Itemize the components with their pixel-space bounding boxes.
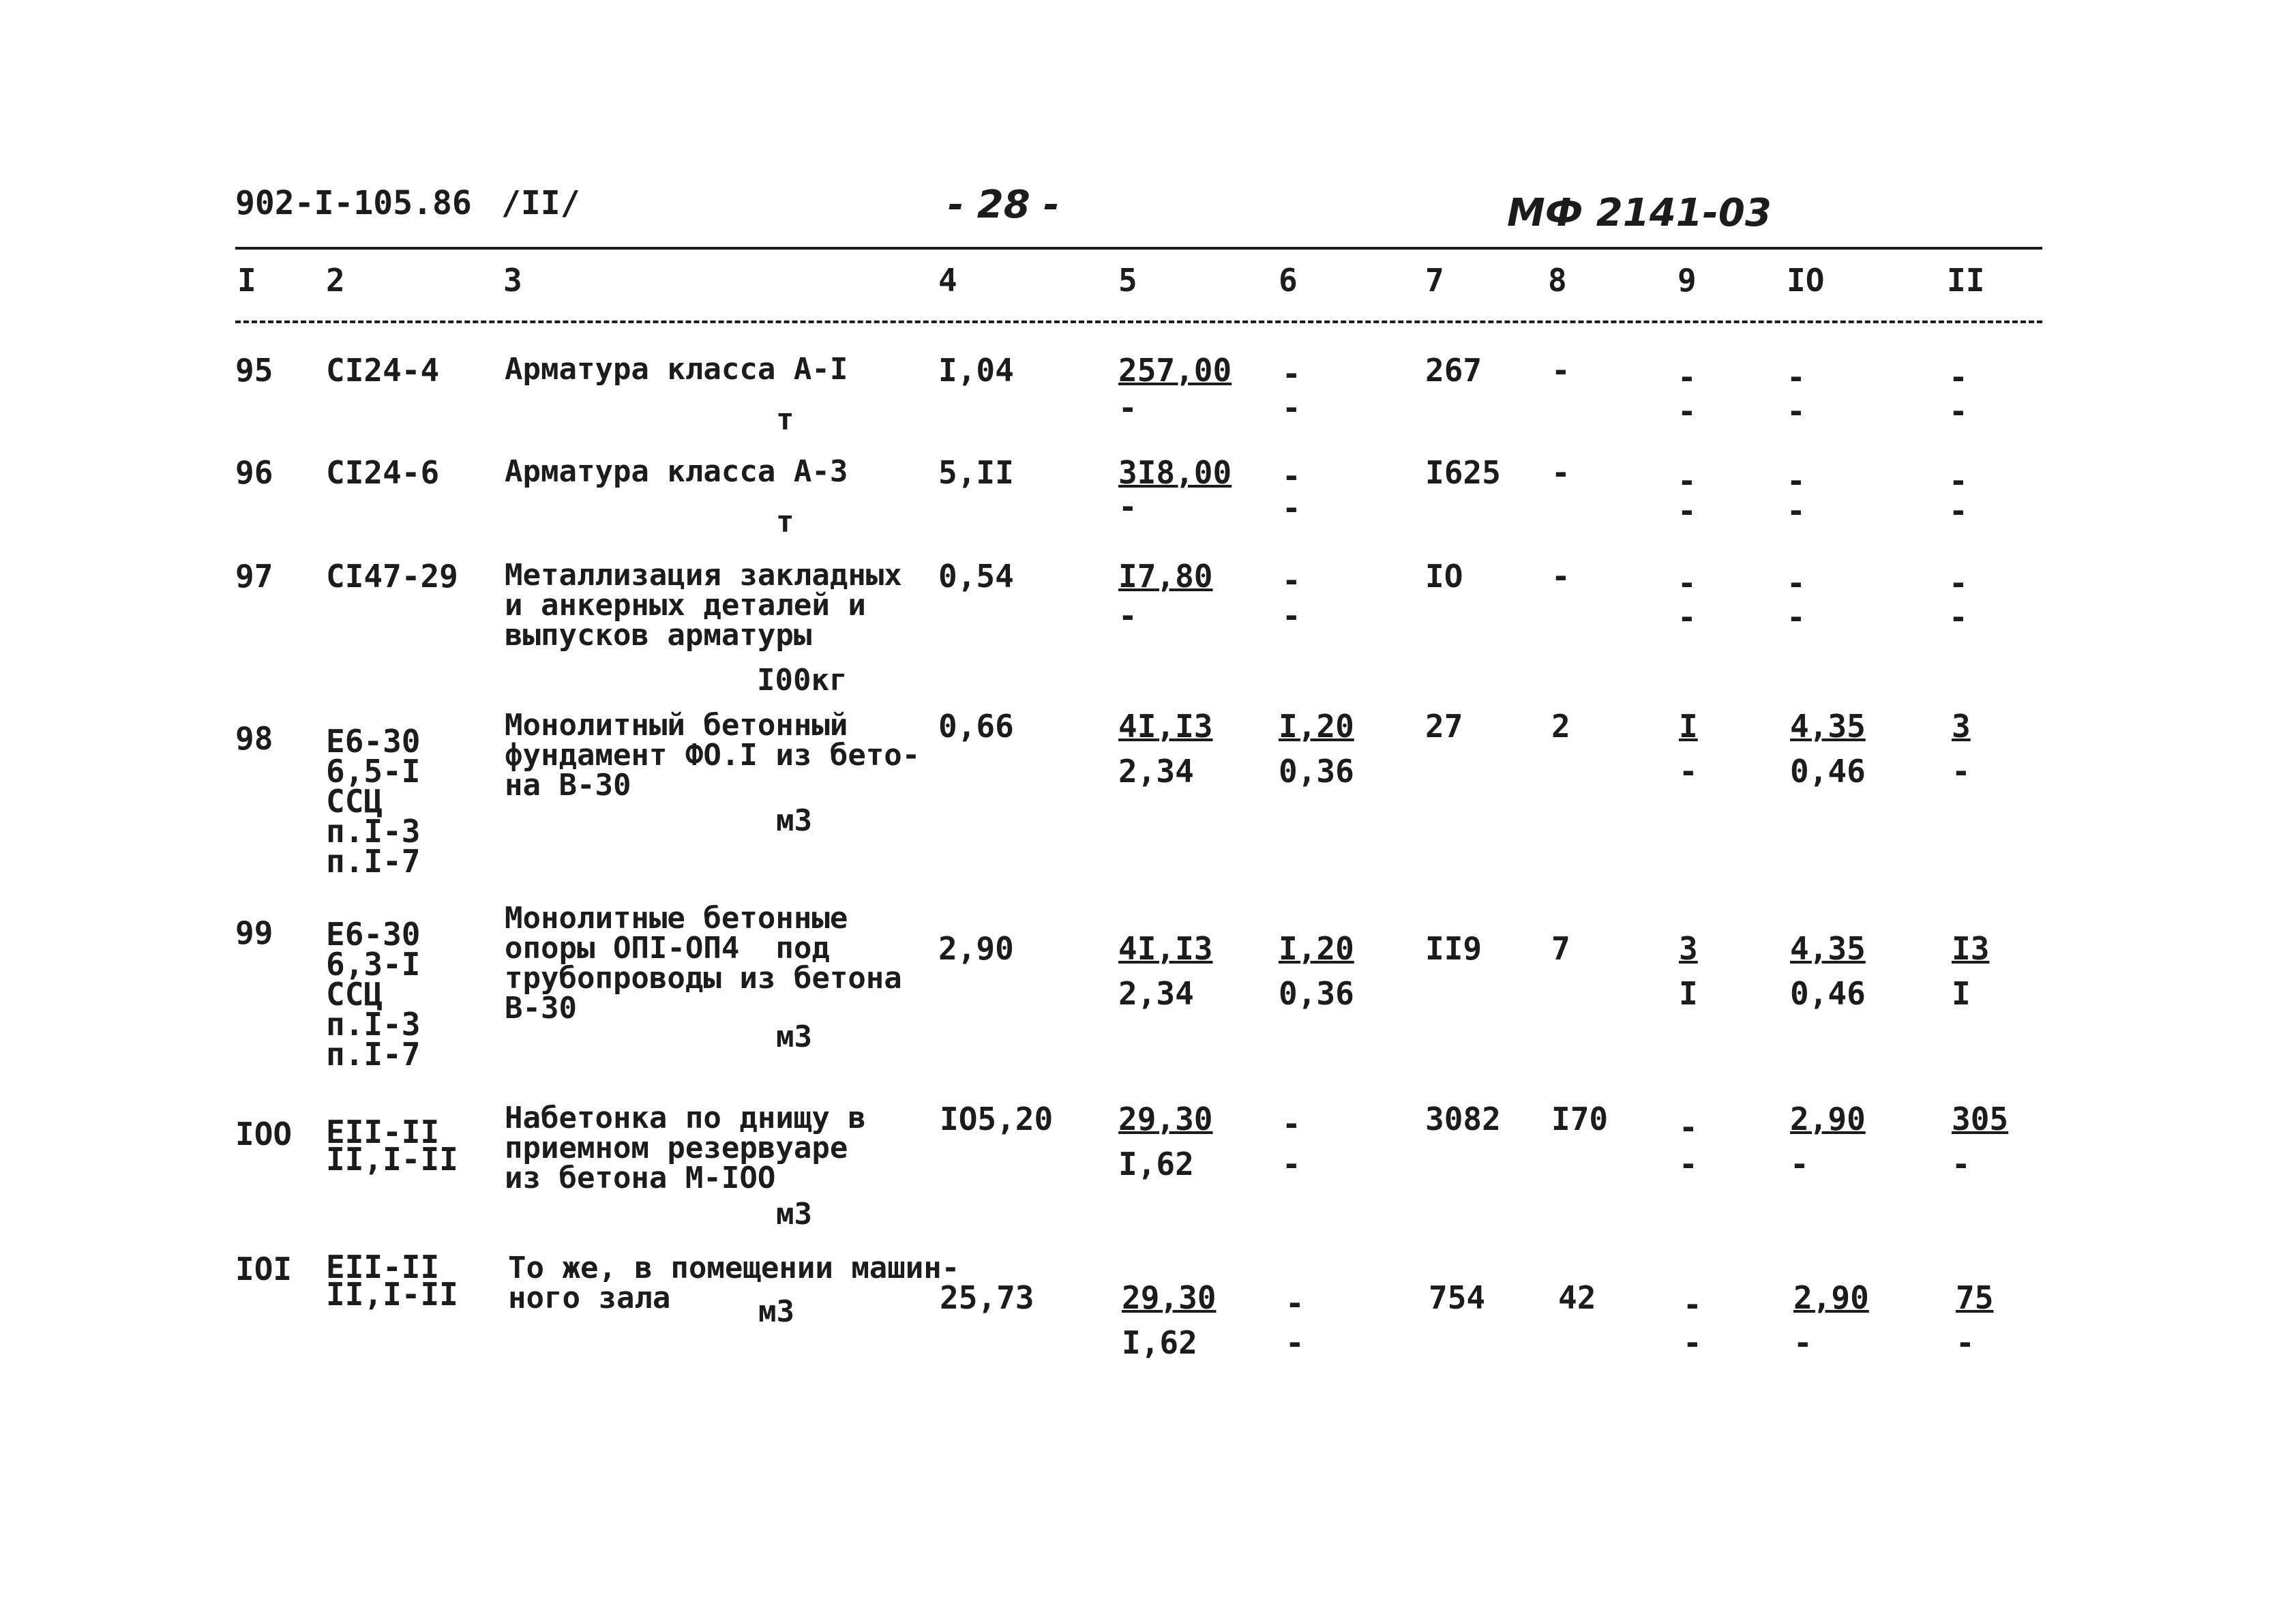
column-header: 8 <box>1548 262 1567 299</box>
labor-unit-machines: - <box>1787 393 1806 430</box>
work-description: Металлизация закладных и анкерных деталей и выпусков арматуры <box>505 558 902 653</box>
norm-code: CI47-29 <box>326 558 458 595</box>
total-machines-wages: - <box>1678 599 1697 636</box>
norm-code: Е6-30 6,3-I ССЦ п.I-3 п.I-7 <box>326 916 421 1073</box>
document-code: 902-I-105.86 <box>235 184 472 222</box>
total-cost: 267 <box>1425 352 1482 389</box>
unit-machines-wages: - <box>1285 1324 1304 1361</box>
total-wages: - <box>1551 454 1570 491</box>
norm-code: ЕII-II II,I-II <box>326 1114 458 1178</box>
page-number: - 28 - <box>948 183 1060 227</box>
labor-total: 305 <box>1952 1101 2009 1137</box>
labor-total: - <box>1949 462 1968 499</box>
labor-total-machines: - <box>1949 492 1968 529</box>
total-wages: - <box>1551 352 1570 389</box>
unit-machines-wages: - <box>1282 1146 1301 1182</box>
unit: м3 <box>776 1019 812 1054</box>
work-description: Арматура класса А-I <box>505 352 848 387</box>
unit: м3 <box>758 1294 794 1329</box>
unit: т <box>776 402 794 437</box>
work-description: Набетонка по днищу в приемном резервуаре из бетона М-IOO <box>505 1101 866 1195</box>
labor-total-machines: - <box>1949 599 1968 636</box>
unit-machines: - <box>1285 1285 1304 1322</box>
total-wages: I70 <box>1551 1101 1609 1137</box>
labor-total-machines: - <box>1956 1324 1975 1361</box>
column-header: I <box>237 262 256 299</box>
labor-total-machines: I <box>1952 975 1971 1012</box>
column-header: 6 <box>1279 262 1298 299</box>
column-header: II <box>1947 262 1985 299</box>
total-machines-wages: - <box>1679 753 1698 790</box>
unit-machines: - <box>1282 355 1301 392</box>
header-bottom-rule <box>235 320 2042 323</box>
section-number: /II/ <box>501 184 580 222</box>
column-header: 4 <box>938 262 957 299</box>
row-number: 99 <box>235 914 273 951</box>
work-description: То же, в помещении машин- ного зала <box>508 1251 960 1315</box>
unit-cost: 3I8,00 <box>1118 454 1232 491</box>
total-machines-wages: - <box>1678 393 1697 430</box>
column-header: 2 <box>326 262 345 299</box>
quantity: 5,II <box>938 454 1014 491</box>
unit: т <box>776 505 794 539</box>
norm-code: Е6-30 6,5-I ССЦ п.I-3 п.I-7 <box>326 723 421 880</box>
column-header: 5 <box>1118 262 1137 299</box>
total-cost: II9 <box>1425 930 1482 967</box>
labor-total: - <box>1949 565 1968 601</box>
unit-cost-wages: I,62 <box>1122 1324 1197 1361</box>
total-cost: 754 <box>1429 1279 1486 1316</box>
labor-unit: 2,90 <box>1793 1279 1869 1316</box>
total-wages: 2 <box>1551 708 1570 745</box>
column-header: IO <box>1787 262 1825 299</box>
unit-machines: - <box>1282 562 1301 599</box>
quantity: 0,54 <box>938 558 1014 595</box>
row-number: IOI <box>235 1251 293 1287</box>
total-machines: - <box>1678 359 1697 396</box>
norm-code: ЕII-II II,I-II <box>326 1249 458 1313</box>
unit-cost: 29,30 <box>1118 1101 1213 1137</box>
labor-unit: - <box>1787 462 1806 499</box>
work-description: Арматура класса А-3 <box>505 454 848 489</box>
unit-machines: I,20 <box>1279 930 1354 967</box>
work-description: Монолитный бетонный фундамент ФО.I из бето- на В-30 <box>505 708 921 803</box>
labor-total-machines: - <box>1952 1146 1971 1182</box>
labor-unit-machines: - <box>1793 1324 1813 1361</box>
header-top-rule <box>235 247 2042 250</box>
unit-cost-wages: 2,34 <box>1118 975 1194 1012</box>
unit: м3 <box>776 803 812 838</box>
total-machines: - <box>1678 462 1697 499</box>
unit-cost-wages: - <box>1118 488 1137 525</box>
labor-unit: - <box>1787 565 1806 601</box>
total-machines: - <box>1683 1286 1702 1323</box>
labor-unit: 2,90 <box>1790 1101 1866 1137</box>
unit-machines-wages: - <box>1282 490 1301 526</box>
total-machines-wages: - <box>1678 492 1697 529</box>
labor-unit-machines: 0,46 <box>1790 753 1866 790</box>
total-cost: I625 <box>1425 454 1501 491</box>
unit-machines: I,20 <box>1279 708 1354 745</box>
unit-cost-wages: - <box>1118 389 1137 426</box>
labor-unit-machines: - <box>1790 1146 1809 1182</box>
total-machines: 3 <box>1679 930 1698 967</box>
total-machines: - <box>1678 565 1697 601</box>
quantity: 0,66 <box>938 708 1014 745</box>
unit-machines: - <box>1282 1105 1301 1142</box>
column-header: 3 <box>503 262 522 299</box>
row-number: 96 <box>235 454 273 491</box>
column-header: 9 <box>1678 262 1697 299</box>
total-cost: 27 <box>1425 708 1463 745</box>
total-wages: - <box>1551 558 1570 595</box>
quantity: I,04 <box>938 352 1014 389</box>
row-number: IOO <box>235 1116 293 1152</box>
unit-cost: I7,80 <box>1118 558 1213 595</box>
unit-cost: 4I,I3 <box>1118 708 1213 745</box>
row-number: 95 <box>235 352 273 389</box>
unit-cost-wages: 2,34 <box>1118 753 1194 790</box>
total-wages: 7 <box>1551 930 1570 967</box>
norm-code: CI24-6 <box>326 454 440 491</box>
labor-unit-machines: - <box>1787 492 1806 529</box>
total-machines-wages: - <box>1679 1146 1698 1182</box>
labor-unit: 4,35 <box>1790 930 1866 967</box>
labor-total: - <box>1949 359 1968 396</box>
unit-cost: 257,00 <box>1118 352 1232 389</box>
unit: м3 <box>776 1197 812 1232</box>
quantity: 25,73 <box>940 1279 1034 1316</box>
total-machines-wages: I <box>1679 975 1698 1012</box>
labor-unit: 4,35 <box>1790 708 1866 745</box>
labor-unit-machines: - <box>1787 599 1806 636</box>
labor-total: 75 <box>1956 1279 1994 1316</box>
unit-cost: 29,30 <box>1122 1279 1217 1316</box>
labor-total: 3 <box>1952 708 1971 745</box>
labor-total: I3 <box>1952 930 1990 967</box>
total-cost: 3082 <box>1425 1101 1501 1137</box>
norm-code: CI24-4 <box>326 352 440 389</box>
labor-total-machines: - <box>1949 393 1968 430</box>
total-machines-wages: - <box>1683 1324 1702 1361</box>
column-header: 7 <box>1425 262 1444 299</box>
labor-unit: - <box>1787 359 1806 396</box>
total-wages: 42 <box>1558 1279 1596 1316</box>
unit-machines-wages: - <box>1282 389 1301 426</box>
labor-unit-machines: 0,46 <box>1790 975 1866 1012</box>
unit-machines-wages: 0,36 <box>1279 753 1354 790</box>
quantity: 2,90 <box>938 930 1014 967</box>
unit-machines-wages: 0,36 <box>1279 975 1354 1012</box>
row-number: 97 <box>235 558 273 595</box>
labor-total-machines: - <box>1952 753 1971 790</box>
document-mark: МФ 2141-03 <box>1507 191 1772 235</box>
unit-cost: 4I,I3 <box>1118 930 1213 967</box>
work-description: Монолитные бетонные опоры ОПI-ОП4 под трубопроводы из бетона В-30 <box>505 901 902 1026</box>
unit: I00кг <box>757 663 848 698</box>
row-number: 98 <box>235 720 273 757</box>
unit-cost-wages: I,62 <box>1118 1146 1194 1182</box>
unit-cost-wages: - <box>1118 597 1137 634</box>
total-machines: I <box>1679 708 1698 745</box>
unit-machines: - <box>1282 458 1301 494</box>
total-machines: - <box>1679 1109 1698 1146</box>
unit-machines-wages: - <box>1282 597 1301 634</box>
quantity: IO5,20 <box>940 1101 1054 1137</box>
total-cost: IO <box>1425 558 1463 595</box>
